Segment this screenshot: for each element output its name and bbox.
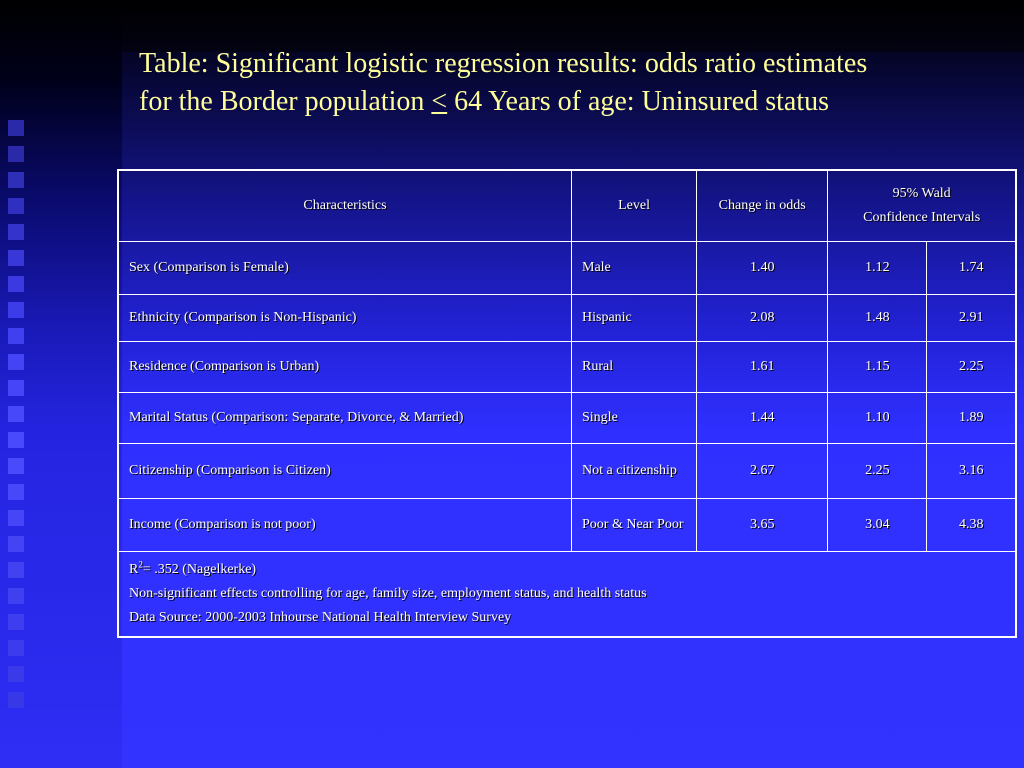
cell-ci-lower: 1.15 [828, 342, 927, 393]
decorative-square [8, 224, 24, 240]
decorative-square [8, 614, 24, 630]
decorative-square [8, 484, 24, 500]
table-row [118, 393, 1016, 444]
cell-level: Male [572, 242, 697, 295]
cell-level: Poor & Near Poor [572, 499, 697, 552]
cell-level: Single [572, 393, 697, 444]
title-less-equal-symbol: < [431, 86, 448, 117]
footnote-nonsignificant: Non-significant effects controlling for age, family size, employment status, and health status [129, 586, 647, 601]
cell-ci-upper: 1.74 [927, 242, 1016, 295]
r2-prefix: R [129, 562, 139, 577]
odds-ratio-table [117, 169, 1017, 638]
table-row [118, 295, 1016, 342]
decorative-square [8, 146, 24, 162]
r2-value: = .352 (Nagelkerke) [142, 562, 257, 577]
decorative-square [8, 328, 24, 344]
table-row [118, 499, 1016, 552]
cell-level: Hispanic [572, 295, 697, 342]
decorative-square [8, 432, 24, 448]
decorative-square [8, 458, 24, 474]
title-line-1: Table: Significant logistic regression results: odds ratio estimates [139, 48, 868, 79]
decorative-square [8, 406, 24, 422]
cell-odds: 1.40 [697, 242, 828, 295]
header-confidence-intervals [828, 170, 1016, 242]
cell-characteristic: Citizenship (Comparison is Citizen) [118, 444, 572, 499]
decorative-square [8, 380, 24, 396]
footnote-r-squared [129, 558, 1005, 582]
cell-ci-lower: 2.25 [828, 444, 927, 499]
table-header-row [118, 170, 1016, 242]
header-ci-line-2: Confidence Intervals [863, 210, 981, 225]
decorative-square [8, 588, 24, 604]
decorative-square [8, 250, 24, 266]
title-line-2-suffix: 64 Years of age: Uninsured status [447, 86, 830, 117]
table-row [118, 242, 1016, 295]
cell-odds: 3.65 [697, 499, 828, 552]
decorative-square [8, 536, 24, 552]
r2-superscript: 2 [138, 559, 143, 570]
table-row [118, 342, 1016, 393]
slide-title [139, 45, 999, 121]
cell-odds: 1.61 [697, 342, 828, 393]
cell-odds: 1.44 [697, 393, 828, 444]
cell-level: Not a citizenship [572, 444, 697, 499]
decorative-square [8, 172, 24, 188]
table-footnotes [118, 552, 1016, 638]
cell-characteristic: Residence (Comparison is Urban) [118, 342, 572, 393]
results-table-container [117, 169, 1017, 638]
decorative-square [8, 562, 24, 578]
cell-ci-lower: 3.04 [828, 499, 927, 552]
cell-ci-upper: 2.91 [927, 295, 1016, 342]
decorative-square [8, 198, 24, 214]
cell-odds: 2.08 [697, 295, 828, 342]
cell-ci-upper: 4.38 [927, 499, 1016, 552]
decorative-square [8, 666, 24, 682]
cell-ci-lower: 1.12 [828, 242, 927, 295]
cell-odds: 2.67 [697, 444, 828, 499]
header-characteristics: Characteristics [118, 170, 572, 242]
cell-ci-upper: 3.16 [927, 444, 1016, 499]
decorative-square [8, 120, 24, 136]
cell-characteristic: Sex (Comparison is Female) [118, 242, 572, 295]
decorative-square [8, 692, 24, 708]
header-level: Level [572, 170, 697, 242]
title-line-2-prefix: for the Border population [139, 86, 432, 117]
header-change-in-odds: Change in odds [697, 170, 828, 242]
left-decorative-strip [0, 0, 122, 768]
cell-ci-lower: 1.48 [828, 295, 927, 342]
decorative-square [8, 354, 24, 370]
decorative-square [8, 302, 24, 318]
cell-characteristic: Ethnicity (Comparison is Non-Hispanic) [118, 295, 572, 342]
table-row [118, 444, 1016, 499]
decorative-square [8, 510, 24, 526]
table-footer-row [118, 552, 1016, 638]
cell-ci-lower: 1.10 [828, 393, 927, 444]
cell-ci-upper: 1.89 [927, 393, 1016, 444]
cell-characteristic: Marital Status (Comparison: Separate, Divorce, & Married) [118, 393, 572, 444]
cell-characteristic: Income (Comparison is not poor) [118, 499, 572, 552]
decorative-square [8, 276, 24, 292]
cell-level: Rural [572, 342, 697, 393]
header-ci-line-1: 95% Wald [892, 186, 951, 201]
cell-ci-upper: 2.25 [927, 342, 1016, 393]
decorative-square [8, 640, 24, 656]
footnote-data-source: Data Source: 2000-2003 Inhourse National Health Interview Survey [129, 610, 512, 625]
